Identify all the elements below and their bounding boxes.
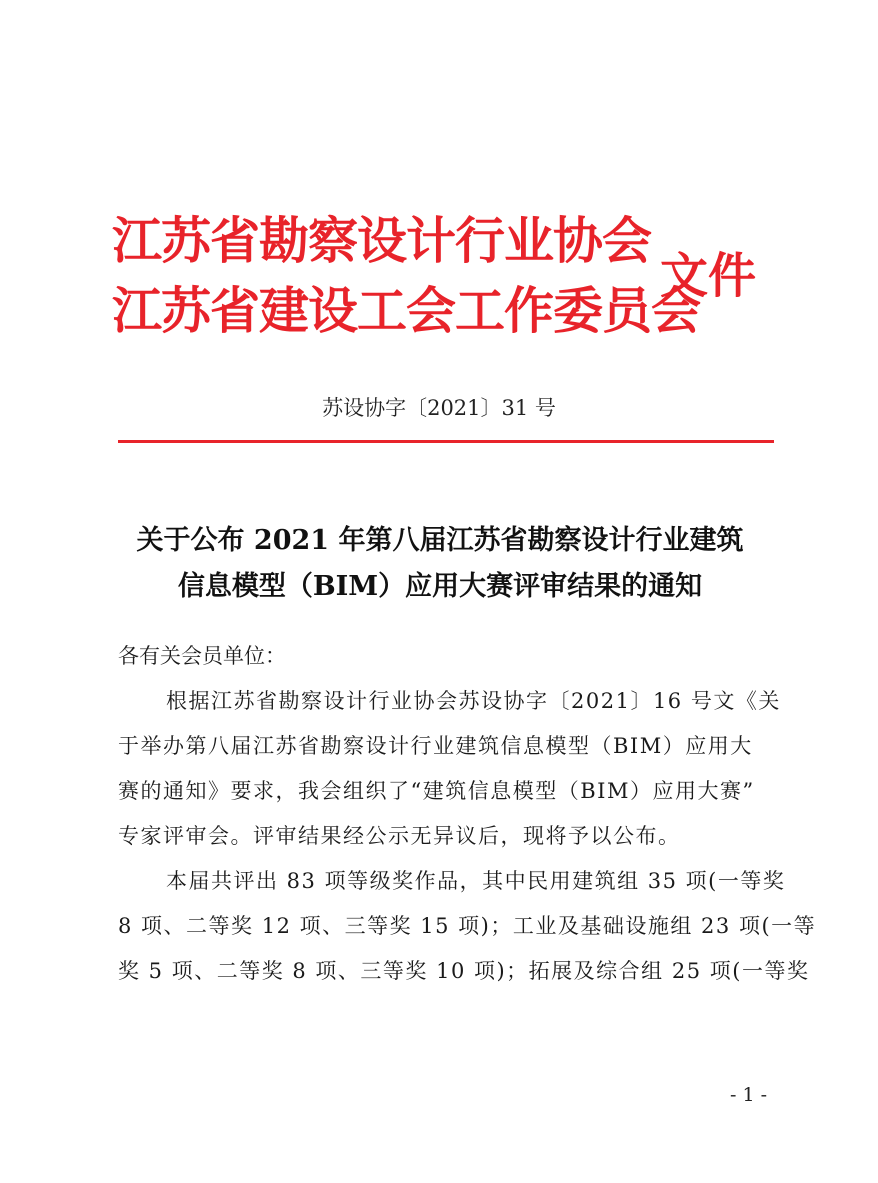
document-label: 文件 [660, 248, 757, 304]
red-divider-line [118, 440, 774, 443]
notice-title [100, 518, 780, 610]
paragraph-line: 于举办第八届江苏省勘察设计行业建筑信息模型（BIM）应用大 [118, 734, 753, 758]
paragraph-line: 8 项、二等奖 12 项、三等奖 15 项)；工业及基础设施组 23 项(一等 [118, 914, 817, 938]
paragraph-line: 专家评审会。评审结果经公示无异议后，现将予以公布。 [118, 824, 681, 848]
paragraph-line: 奖 5 项、二等奖 8 项、三等奖 10 项)；拓展及综合组 25 项(一等奖 [118, 959, 810, 983]
document-number: 苏设协字〔2021〕31 号 [322, 396, 556, 420]
notice-title-line-1: 关于公布 2021 年第八届江苏省勘察设计行业建筑 [136, 525, 744, 556]
red-letterhead [112, 206, 772, 346]
salutation: 各有关会员单位： [118, 644, 286, 668]
organization-name-2: 江苏省建设工会工作委员会 [112, 282, 700, 340]
organization-name-1: 江苏省勘察设计行业协会 [112, 212, 651, 270]
issuing-organizations [112, 206, 700, 346]
notice-title-line-2: 信息模型（BIM）应用大赛评审结果的通知 [177, 571, 703, 602]
paragraph-2 [118, 859, 817, 994]
notice-body [118, 634, 817, 994]
page-number: - 1 - [730, 1084, 768, 1106]
paragraph-1 [118, 679, 781, 859]
paragraph-line: 本届共评出 83 项等级奖作品，其中民用建筑组 35 项(一等奖 [166, 869, 786, 893]
paragraph-line: 赛的通知》要求，我会组织了“建筑信息模型（BIM）应用大赛” [118, 779, 755, 803]
paragraph-line: 根据江苏省勘察设计行业协会苏设协字〔2021〕16 号文《关 [166, 689, 781, 713]
